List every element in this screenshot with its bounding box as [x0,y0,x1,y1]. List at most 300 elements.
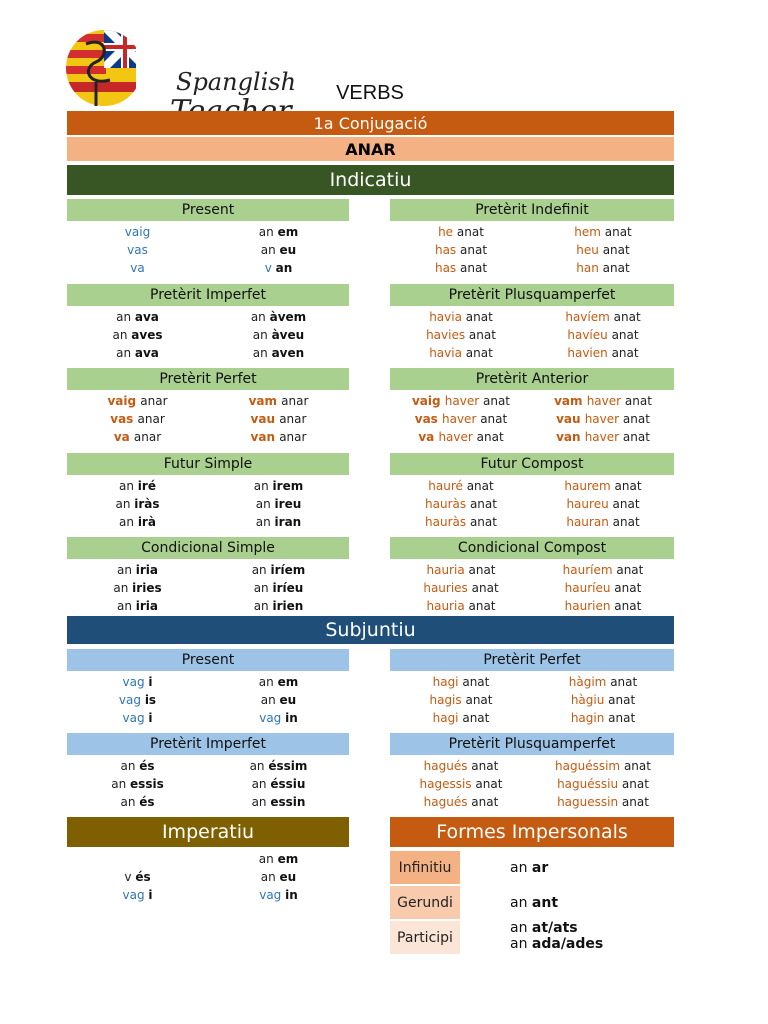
conjugation-row [390,691,674,709]
conjugation-cell [67,430,208,444]
conjugation-row [67,241,349,259]
verb-banner: ANAR [67,137,674,161]
form-prefix: an [510,860,532,876]
word-part: anat [604,225,632,239]
conjugation-cell [390,675,532,689]
conjugation-cell [532,412,674,426]
word-part: an [260,870,280,884]
word-part: van [250,430,280,444]
word-part: anar [140,394,168,408]
conjugation-row [390,241,674,259]
word-part: hagi [432,711,463,725]
word-part: haver [442,412,481,426]
imperative-forms [67,850,349,904]
word-part: i [148,888,153,902]
word-part: iries [132,581,162,595]
word-part: ireu [274,497,302,511]
tense-title: Pretèrit Indefinit [390,199,674,221]
conjugation-row [67,597,349,615]
word-part: vau [250,412,280,426]
conjugation-cell [532,479,674,493]
conjugation-cell [532,599,674,613]
tense-rows [67,390,349,446]
word-part: vag [122,711,149,725]
form-participi-value [510,920,603,952]
word-part: és [139,759,155,773]
word-part: anat [471,795,499,809]
conjugation-row [390,561,674,579]
word-part: vas [110,412,138,426]
conjugation-cell [208,888,349,902]
tense-rows [390,475,674,531]
form-infinitiu-label: Infinitiu [390,851,460,884]
conjugation-row [67,709,349,727]
conjugation-cell [532,310,674,324]
tense-preterit-perfet [67,368,349,446]
word-part: haver [444,394,483,408]
word-part: àvem [269,310,307,324]
word-part: hagessis [419,777,476,791]
conjugation-row [67,392,349,410]
word-part: is [144,693,157,707]
word-part: haver [586,394,625,408]
word-part: essis [130,777,164,791]
conjugation-cell [67,225,208,239]
tense-title: Pretèrit Imperfet [67,733,349,755]
word-part: va [130,261,145,275]
tense-title: Condicional Compost [390,537,674,559]
word-part: haurien [564,599,615,613]
word-part: em [277,852,299,866]
word-part: an [251,777,271,791]
conjugation-cell [67,261,208,275]
word-part: an [253,479,273,493]
word-part: anat [621,795,649,809]
word-part: an [255,515,275,529]
page-title: VERBS [336,82,404,104]
conjugation-cell [390,759,532,773]
conjugation-cell [532,515,674,529]
conjugation-cell [208,581,349,595]
tense-rows [67,475,349,531]
conjugation-cell [67,310,208,324]
word-part: vaig [411,394,445,408]
tense-futur-simple [67,453,349,531]
word-part: an [253,581,273,595]
word-part: an [251,795,271,809]
form-ending: ar [531,860,549,876]
word-part: anat [460,243,488,257]
conjugation-row [67,793,349,811]
word-part: havien [567,346,612,360]
word-part: anat [462,711,490,725]
conjugation-banner: 1a Conjugació [67,111,674,135]
word-part: anat [465,693,493,707]
tense-preterit-indefinit [390,199,674,277]
word-part: an [119,515,138,529]
word-part: vau [556,412,585,426]
conjugation-cell [208,870,349,884]
word-part: iria [135,599,159,613]
word-part: v [264,261,276,275]
word-part: anat [476,430,504,444]
form-ending: ant [531,895,559,911]
word-part: i [148,675,153,689]
tense-plusquamperfet-subjunctive [390,733,674,811]
form-gerundi-value [510,895,558,911]
word-part: anat [616,563,644,577]
word-part: anat [466,479,494,493]
conjugation-row [390,579,674,597]
word-part: vaig [124,225,151,239]
word-part: anat [608,711,636,725]
word-part: haver [438,430,477,444]
conjugation-row [390,775,674,793]
word-part: anat [614,479,642,493]
word-part: an [252,328,272,342]
conjugation-row [67,757,349,775]
word-part: hem [574,225,605,239]
conjugation-cell [67,693,208,707]
word-part: v [124,870,136,884]
conjugation-row [67,886,349,904]
word-part: hauríem [562,563,617,577]
conjugation-row [390,308,674,326]
tense-condicional-compost [390,537,674,615]
tense-preterit-anterior [390,368,674,446]
word-part: haver [584,430,623,444]
tense-title: Present [67,649,349,671]
form-ending: at/ats [531,920,578,936]
word-part: anat [468,599,496,613]
conjugation-row [67,513,349,531]
word-part: anat [469,497,497,511]
conjugation-row [390,392,674,410]
conjugation-cell [67,515,208,529]
conjugation-row [390,326,674,344]
word-part: an [260,693,280,707]
word-part: anat [602,261,630,275]
word-part: anat [611,346,639,360]
conjugation-cell [208,225,349,239]
conjugation-cell [390,693,532,707]
word-part: anat [456,225,484,239]
word-part: vag [122,675,149,689]
word-part: an [115,497,135,511]
form-prefix: an [510,895,532,911]
tense-title: Pretèrit Perfet [390,649,674,671]
tense-condicional-simple [67,537,349,615]
conjugation-cell [532,430,674,444]
word-part: anat [614,599,642,613]
tense-rows [390,671,674,727]
conjugation-row [67,775,349,793]
conjugation-row [67,868,349,886]
conjugation-cell [532,243,674,257]
conjugation-row [390,757,674,775]
word-part: hàgiu [570,693,609,707]
word-part: em [277,225,299,239]
conjugation-cell [208,346,349,360]
conjugation-cell [208,412,349,426]
word-part: an [255,497,275,511]
word-part: hagués [423,795,472,809]
conjugation-row [390,513,674,531]
form-prefix: an [510,936,532,952]
indicative-header: Indicatiu [67,165,674,195]
word-part: hauré [428,479,467,493]
word-part: iran [274,515,302,529]
conjugation-cell [532,675,674,689]
word-part: vag [118,693,145,707]
conjugation-cell [532,795,674,809]
tense-preterit-plusquamperfet [390,284,674,362]
word-part: vag [122,888,149,902]
conjugation-cell [208,563,349,577]
tense-title: Pretèrit Plusquamperfet [390,284,674,306]
word-part: hàgim [568,675,611,689]
word-part: heu [576,243,603,257]
word-part: haguéssiu [557,777,622,791]
tense-rows [67,559,349,615]
conjugation-row [390,223,674,241]
conjugation-cell [390,777,532,791]
word-part: és [135,870,151,884]
form-participi-label: Participi [390,921,460,954]
conjugation-row [67,579,349,597]
conjugation-row [390,410,674,428]
conjugation-cell [390,261,532,275]
tense-rows [390,306,674,362]
tense-rows [67,755,349,811]
word-part: haguéssim [555,759,624,773]
word-part: hagi [432,675,463,689]
word-part: em [277,675,299,689]
tense-rows [390,390,674,446]
word-part: anat [614,581,642,595]
word-part: anar [279,430,307,444]
word-part: essin [270,795,306,809]
conjugation-cell [67,563,208,577]
conjugation-cell [67,412,208,426]
conjugation-cell [532,581,674,595]
word-part: iria [135,563,159,577]
word-part: àveu [271,328,305,342]
form-ending: ada/ades [531,936,604,952]
form-gerundi-label: Gerundi [390,886,460,919]
word-part: anat [610,675,638,689]
conjugation-row [390,428,674,446]
conjugation-cell [208,430,349,444]
word-part: irien [272,599,304,613]
word-part: an [252,346,272,360]
word-part: anat [624,394,652,408]
word-part: irem [272,479,304,493]
word-part: vas [127,243,148,257]
word-part: an [249,759,269,773]
word-part: anat [460,261,488,275]
word-part: an [120,759,140,773]
word-part: anat [465,310,493,324]
conjugation-cell [208,675,349,689]
word-part: iràs [134,497,160,511]
conjugation-row [390,477,674,495]
conjugation-row [67,691,349,709]
tense-title: Present [67,199,349,221]
word-part: havíem [565,310,614,324]
word-part: havia [429,346,466,360]
conjugation-row [67,673,349,691]
word-part: vag [259,888,286,902]
word-part: aves [131,328,163,342]
tense-rows [390,559,674,615]
conjugation-row [67,259,349,277]
word-part: anat [621,777,649,791]
word-part: an [116,346,135,360]
word-part: anat [471,581,499,595]
word-part: in [285,888,298,902]
conjugation-cell [532,261,674,275]
word-part: an [120,795,140,809]
word-part: haguessin [557,795,622,809]
word-part: haureu [566,497,613,511]
conjugation-cell [390,310,532,324]
word-part: hauràs [425,497,470,511]
conjugation-row [390,344,674,362]
conjugation-row [67,308,349,326]
conjugation-cell [67,479,208,493]
conjugation-cell [208,310,349,324]
word-part: an [113,581,133,595]
word-part: in [285,711,298,725]
conjugation-row [390,709,674,727]
word-part: has [434,243,460,257]
word-part: anat [611,328,639,342]
conjugation-row [67,410,349,428]
word-part: vam [554,394,587,408]
word-part: ava [134,310,159,324]
conjugation-row [67,223,349,241]
tense-title: Pretèrit Plusquamperfet [390,733,674,755]
conjugation-cell [208,795,349,809]
conjugation-cell [208,515,349,529]
word-part: anar [281,394,309,408]
word-part: anat [475,777,503,791]
word-part: anat [602,243,630,257]
word-part: hauríeu [564,581,615,595]
tense-rows [67,306,349,362]
tense-title: Pretèrit Perfet [67,368,349,390]
word-part: an [112,328,132,342]
word-part: eu [279,693,297,707]
conjugation-cell [67,870,208,884]
word-part: han [576,261,603,275]
word-part: anat [469,515,497,529]
word-part: anat [480,412,508,426]
word-part: hauria [426,599,469,613]
conjugation-cell [67,394,208,408]
word-part: an [250,310,270,324]
word-part: i [148,711,153,725]
conjugation-row [390,597,674,615]
conjugation-cell [532,346,674,360]
word-part: an [251,563,271,577]
word-part: hagués [423,759,472,773]
impersonal-header: Formes Impersonals [390,817,674,847]
conjugation-row [67,495,349,513]
conjugation-cell [67,581,208,595]
form-infinitiu-value [510,860,548,876]
word-part: an [275,261,293,275]
conjugation-row [67,850,349,868]
word-part: anat [613,310,641,324]
conjugation-cell [67,243,208,257]
word-part: anat [622,412,650,426]
word-part: anat [612,497,640,511]
conjugation-cell [390,497,532,511]
conjugation-cell [390,430,532,444]
word-part: has [434,261,460,275]
word-part: eu [279,243,297,257]
word-part: anat [468,328,496,342]
conjugation-cell [390,412,532,426]
conjugation-cell [67,328,208,342]
conjugation-cell [208,693,349,707]
word-part: an [116,310,135,324]
conjugation-cell [390,346,532,360]
conjugation-cell [390,599,532,613]
conjugation-cell [67,795,208,809]
tense-present-indicative [67,199,349,277]
conjugation-cell [532,225,674,239]
tense-preterit-imperfet [67,284,349,362]
conjugation-cell [208,777,349,791]
word-part: an [111,777,131,791]
conjugation-cell [67,599,208,613]
conjugation-cell [390,515,532,529]
conjugation-cell [390,795,532,809]
word-part: iríem [270,563,306,577]
word-part: anat [465,346,493,360]
conjugation-cell [532,563,674,577]
conjugation-cell [208,243,349,257]
conjugation-row [390,793,674,811]
conjugation-cell [67,759,208,773]
word-part: hagis [429,693,466,707]
conjugation-cell [67,888,208,902]
word-part: anat [608,693,636,707]
conjugation-cell [390,328,532,342]
word-part: vag [259,711,286,725]
conjugation-row [67,344,349,362]
conjugation-row [67,326,349,344]
word-part: anat [462,675,490,689]
conjugation-row [390,259,674,277]
conjugation-cell [390,711,532,725]
word-part: aven [271,346,305,360]
word-part: he [438,225,457,239]
word-part: an [116,599,136,613]
tense-preterit-perfet-subjunctive [390,649,674,727]
word-part: irà [137,515,156,529]
tense-title: Condicional Simple [67,537,349,559]
word-part: vaig [107,394,141,408]
word-part: an [258,675,278,689]
conjugation-cell [208,261,349,275]
word-part: haver [584,412,623,426]
word-part: anat [623,759,651,773]
tense-rows [390,221,674,277]
